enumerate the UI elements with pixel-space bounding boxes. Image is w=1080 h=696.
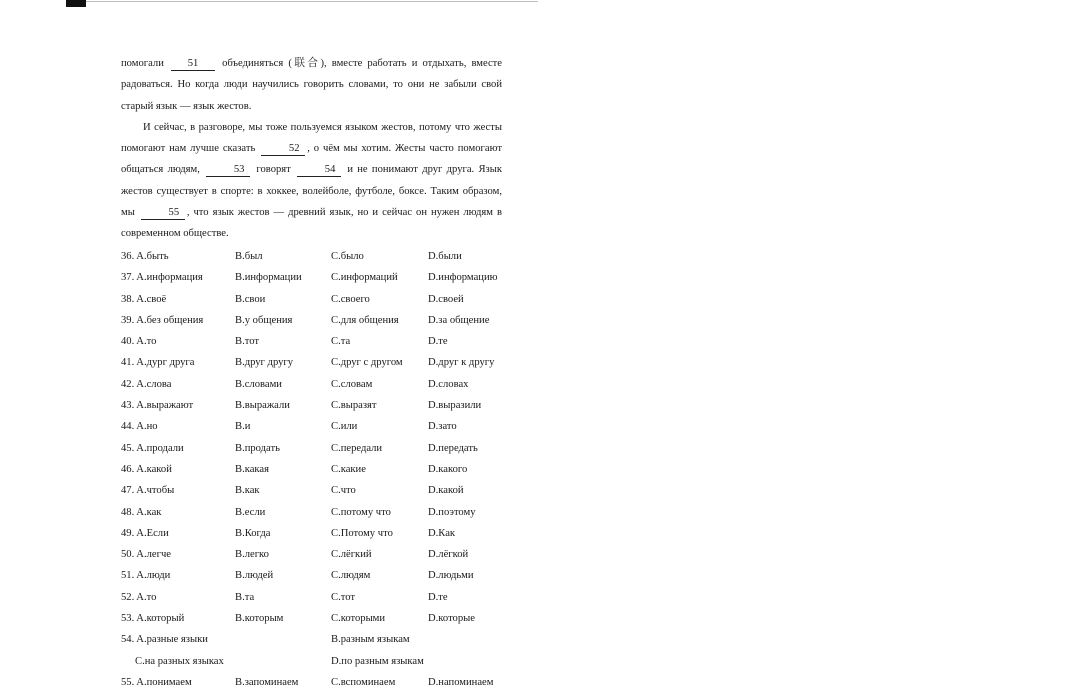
option-c: C.выразят [331, 400, 377, 412]
option-a: 40. A.то [121, 336, 157, 348]
option-row [121, 544, 521, 565]
option-c: C.передали [331, 442, 383, 454]
option-d: D.лёгкой [428, 549, 469, 561]
option-a: 38. A.своё [121, 293, 167, 305]
option-b: B.как [235, 485, 260, 497]
option-c: C.Потому что [331, 527, 393, 539]
option-b: B.людей [235, 570, 274, 582]
option-a: 41. A.дург друга [121, 357, 195, 369]
option-b: B.запоминаем [235, 676, 299, 688]
option-row-54-cont [121, 651, 521, 672]
blank-54: 54 [297, 163, 341, 177]
option-c: C.для общения [331, 314, 399, 326]
option-d: D.поэтому [428, 506, 476, 518]
option-c: C.было [331, 251, 364, 262]
option-b: B.разным языкам [331, 634, 410, 646]
passage-text: И сейчас, в разговоре, мы тоже пользуемся языком жестов, потому что жесты помогают нам лучше сказать [121, 121, 502, 155]
option-row [121, 289, 521, 310]
option-row [121, 310, 521, 331]
blank-55: 55 [141, 206, 185, 220]
option-a: 36. A.быть [121, 251, 169, 262]
option-a: 53. A.который [121, 613, 185, 625]
option-b: B.выражали [235, 400, 290, 412]
option-b: B.тот [235, 336, 259, 348]
option-b: B.легко [235, 549, 269, 561]
option-rows [121, 246, 521, 629]
option-a: 39. A.без общения [121, 314, 204, 326]
option-row [121, 459, 521, 480]
option-row-54 [121, 629, 521, 650]
option-c: C.тот [331, 591, 355, 603]
option-c: C.друг с другом [331, 357, 403, 369]
option-row [121, 587, 521, 608]
option-a: 47. A.чтобы [121, 485, 175, 497]
option-c: C.вспоминаем [331, 676, 396, 688]
option-a: 50. A.легче [121, 549, 171, 561]
passage-text: помогали [121, 58, 164, 69]
passage-paragraph-1 [121, 53, 502, 117]
option-a: 37. A.информация [121, 272, 203, 284]
option-c: C.лёгкий [331, 549, 372, 561]
option-b: B.был [235, 251, 263, 262]
passage-text: , что язык жестов — древний язык, но и сейчас он нужен людям в современном обществе. [121, 207, 502, 240]
passage-text: говорят [256, 164, 291, 176]
passage-paragraph-2 [121, 117, 502, 245]
option-row [121, 374, 521, 395]
option-d: D.по разным языкам [331, 655, 424, 667]
option-row [121, 395, 521, 416]
option-c: C.которыми [331, 613, 386, 625]
option-row [121, 438, 521, 459]
option-d: D.те [428, 591, 448, 603]
option-b: B.Когда [235, 527, 271, 539]
option-a: 45. A.продали [121, 442, 184, 454]
option-row [121, 267, 521, 288]
top-rule [86, 1, 538, 2]
option-d: D.своей [428, 293, 464, 305]
option-d: D.друг к другу [428, 357, 495, 369]
option-row [121, 416, 521, 437]
option-row [121, 608, 521, 629]
corner-mark [66, 0, 86, 7]
passage-text: объединяться (联合), вместе работать и отдыхать, вместе радоваться. Но когда люди научились говорить словами, то они не забыли свой старый язык — язык жестов. [121, 58, 502, 112]
option-row [121, 331, 521, 352]
option-c: C.на разных языках [135, 655, 224, 667]
option-c: C.потому что [331, 506, 391, 518]
option-a: 55. A.понимаем [121, 676, 192, 688]
option-c: C.что [331, 485, 356, 497]
option-d: D.за общение [428, 314, 490, 326]
option-a: 42. A.слова [121, 378, 172, 390]
option-d: D.зато [428, 421, 457, 433]
option-row [121, 480, 521, 501]
option-a: 48. A.как [121, 506, 162, 518]
option-b: B.друг другу [235, 357, 294, 369]
option-d: D.которые [428, 613, 475, 625]
option-d: D.какой [428, 485, 464, 497]
option-a: 43. A.выражают [121, 400, 194, 412]
option-c: C.какие [331, 463, 366, 475]
option-d: D.информацию [428, 272, 498, 284]
option-a: 52. A.то [121, 591, 157, 603]
option-c: C.информаций [331, 272, 398, 284]
option-d: D.словах [428, 378, 469, 390]
option-row-55 [121, 672, 521, 693]
option-d: D.были [428, 251, 462, 262]
option-d: D.передать [428, 442, 478, 454]
option-a: 49. A.Если [121, 527, 169, 539]
passage-text: , о чём мы хотим. Жесты часто помогают общаться людям, [121, 143, 502, 176]
option-a: 44. A.но [121, 421, 158, 433]
option-d: D.напоминаем [428, 676, 494, 688]
option-d: D.те [428, 336, 448, 348]
blank-51: 51 [171, 57, 215, 71]
option-b: B.словами [235, 378, 282, 390]
reading-passage [121, 53, 502, 245]
option-b: B.какая [235, 463, 269, 475]
option-a: 46. A.какой [121, 463, 172, 475]
option-row [121, 246, 521, 267]
option-c: C.или [331, 421, 358, 433]
option-row [121, 352, 521, 373]
option-b: B.если [235, 506, 266, 518]
answer-options [121, 246, 521, 693]
passage-text: и не понимают друг друга. Язык жестов существует в спорте: в хоккее, волейболе, футболе, боксе. Таким образом, мы [121, 164, 502, 219]
option-d: D.какого [428, 463, 468, 475]
option-c: C.та [331, 336, 351, 348]
option-b: B.та [235, 591, 255, 603]
option-b: B.и [235, 421, 251, 433]
option-d: D.выразили [428, 400, 482, 412]
blank-53: 53 [206, 163, 250, 177]
option-d: D.людьми [428, 570, 474, 582]
option-b: B.у общения [235, 314, 293, 326]
option-b: B.свои [235, 293, 266, 305]
option-row [121, 523, 521, 544]
blank-52: 52 [261, 142, 305, 156]
option-row [121, 502, 521, 523]
option-c: C.словам [331, 378, 373, 390]
option-b: B.продать [235, 442, 280, 454]
option-b: B.информации [235, 272, 302, 284]
option-row [121, 565, 521, 586]
option-b: B.которым [235, 613, 284, 625]
option-a: 54. A.разные языки [121, 634, 208, 646]
option-c: C.своего [331, 293, 370, 305]
option-c: C.людям [331, 570, 371, 582]
option-d: D.Как [428, 527, 456, 539]
option-a: 51. A.люди [121, 570, 171, 582]
